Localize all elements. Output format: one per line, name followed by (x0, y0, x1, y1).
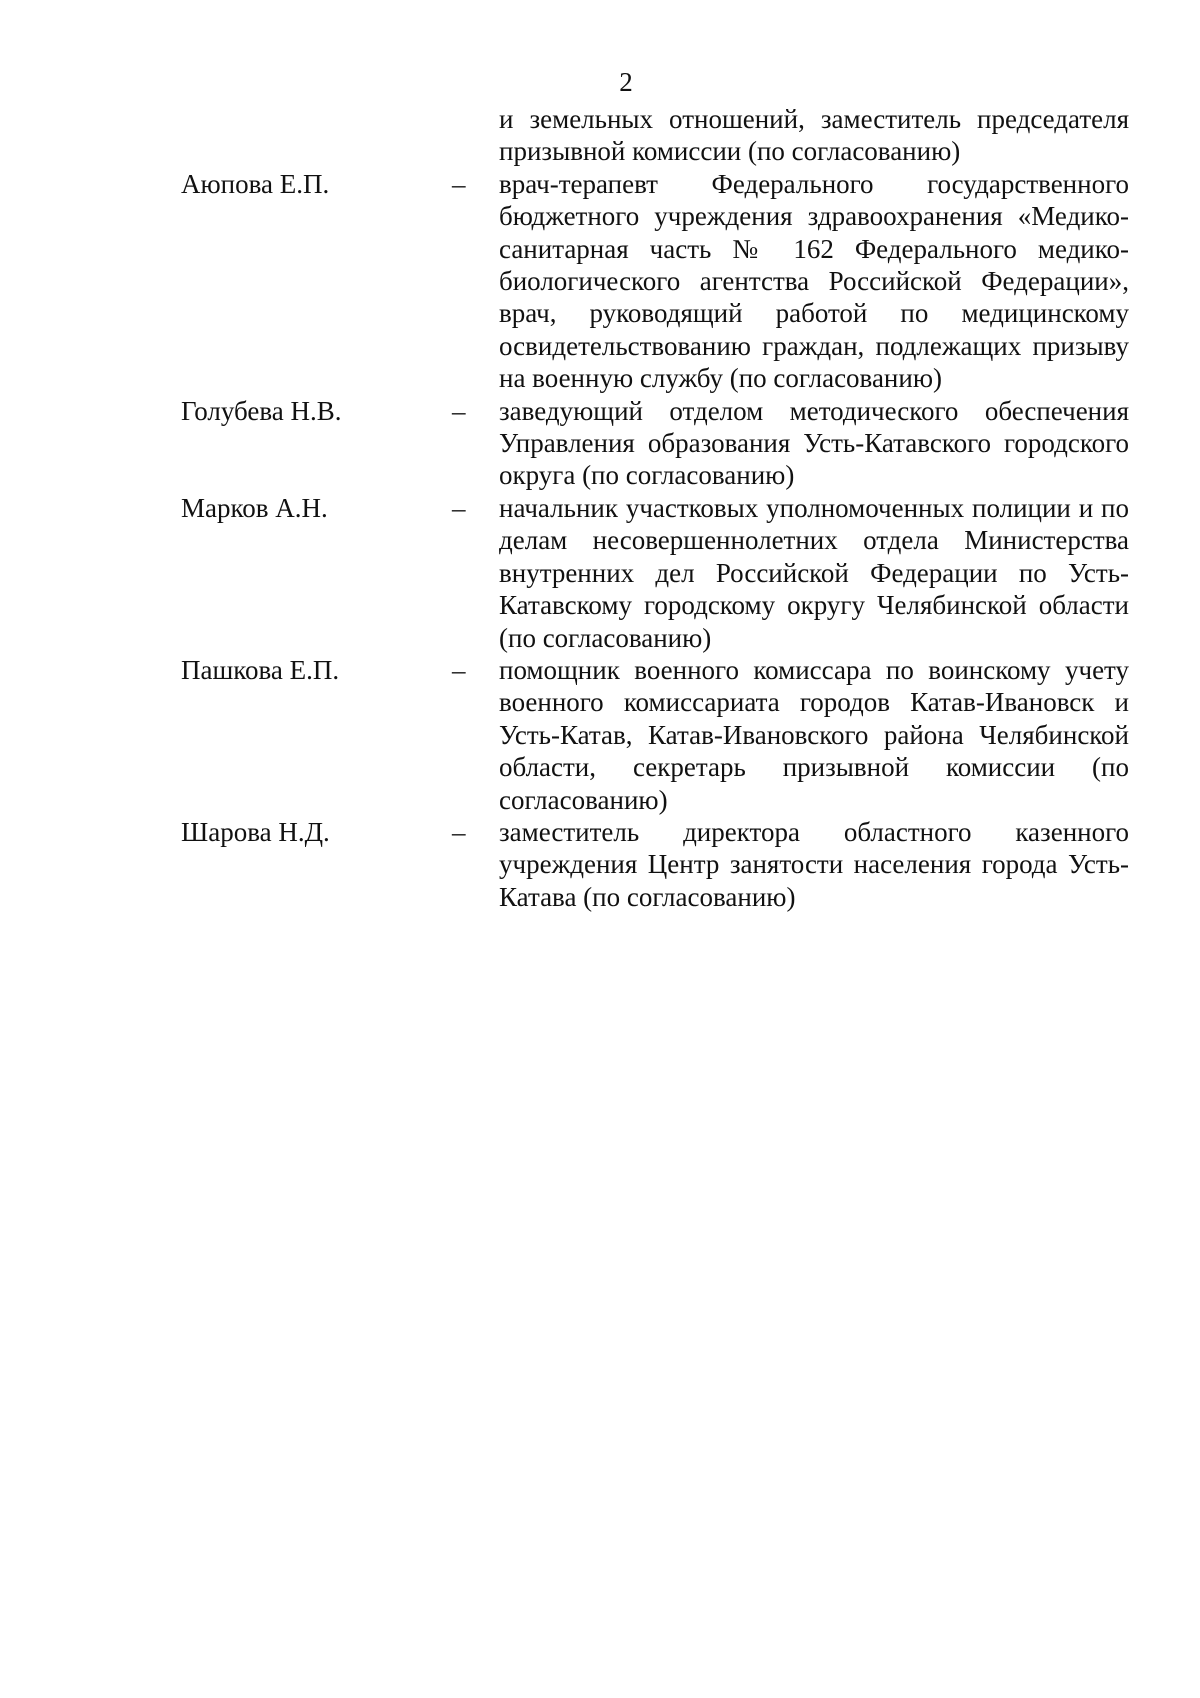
member-name: Марков А.Н. (181, 492, 328, 523)
dash-separator: – (452, 395, 466, 426)
continuation-row (0, 103, 1200, 168)
dash-separator: – (452, 654, 466, 685)
member-name: Пашкова Е.П. (181, 654, 340, 685)
member-row (0, 816, 1200, 913)
member-description: помощник военного комиссара по воинскому учету военного комиссариата городов Катав-Ивановск и Усть-Катав, Катав-Ивановского района Челябинской области, секретарь призывной комиссии (по согласованию) (499, 654, 1129, 815)
member-row (0, 492, 1200, 654)
member-description: начальник участковых уполномоченных полиции и по делам несовершеннолетних отдела Министерства внутренних дел Российской Федерации по Усть-Катавскому городскому округу Челябинской области (по согласованию) (499, 492, 1129, 653)
continuation-text: и земельных отношений, заместитель председателя призывной комиссии (по согласованию) (499, 104, 1129, 167)
member-row (0, 654, 1200, 816)
member-row (0, 168, 1200, 395)
member-row (0, 395, 1200, 492)
member-description: заведующий отделом методического обеспечения Управления образования Усть-Катавского городского округа (по согласованию) (499, 395, 1129, 491)
page-number: 2 (619, 67, 633, 97)
member-description: врач-терапевт Федерального государственного бюджетного учреждения здравоохранения «Медико-санитарная часть № 162 Федерального медико-биологического агентства Российской Федерации», врач, руководящий работой по медицинскому освидетельствованию граждан, подлежащих призыву на военную службу (по согласованию) (499, 168, 1129, 394)
member-description: заместитель директора областного казенного учреждения Центр занятости населения города Усть-Катава (по согласованию) (499, 816, 1129, 912)
member-name: Шарова Н.Д. (181, 816, 330, 847)
member-name: Аюпова Е.П. (181, 168, 330, 199)
dash-separator: – (452, 492, 466, 523)
dash-separator: – (452, 168, 466, 199)
dash-separator: – (452, 816, 466, 847)
commission-members-list (0, 103, 1200, 913)
member-name: Голубева Н.В. (181, 395, 342, 426)
